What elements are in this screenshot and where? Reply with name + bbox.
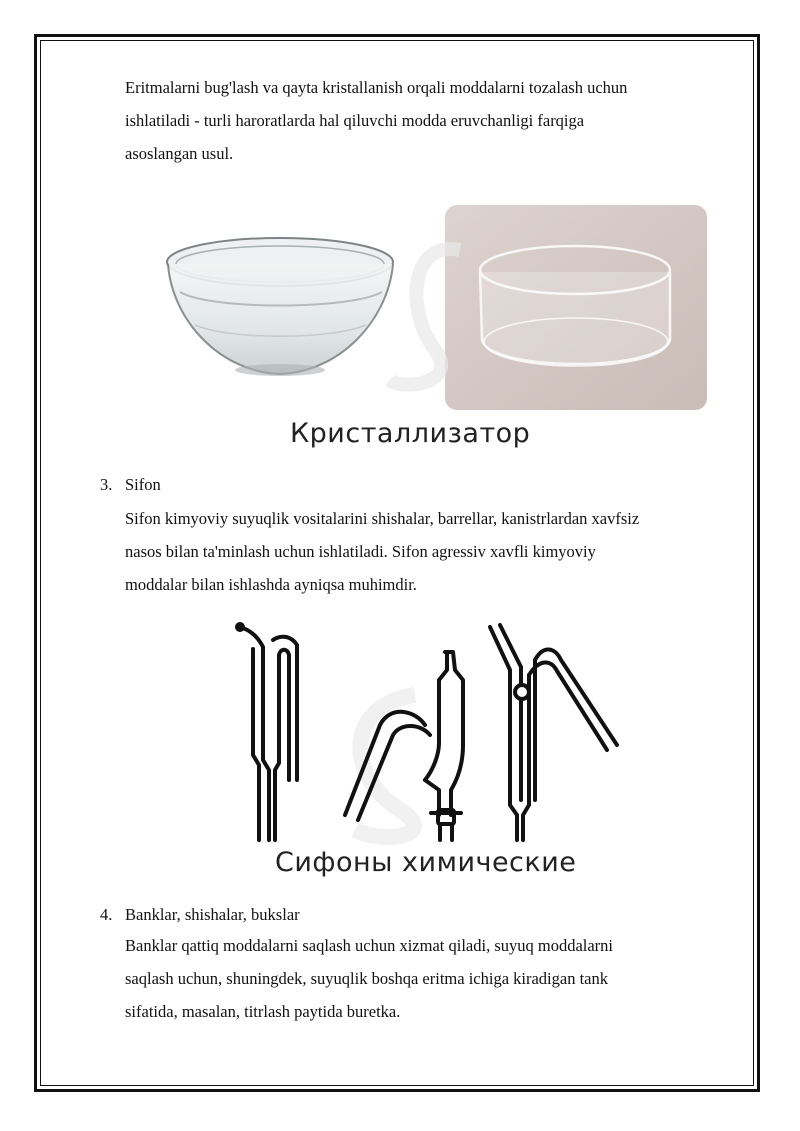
section-4-line-2: saqlash uchun, shuningdek, suyuqlik boshqa eritma ichiga kiradigan tank	[125, 969, 608, 988]
crystallizer-figure	[160, 200, 720, 460]
section-3-number: 3.	[100, 475, 113, 494]
section-3-line-2: nasos bilan ta'minlash uchun ishlatiladi. Sifon agressiv xavfli kimyoviy	[125, 542, 596, 561]
crystallizer-caption: Кристаллизатор	[290, 418, 531, 449]
siphons-figure	[225, 615, 645, 885]
section-4-line-1: Banklar qattiq moddalarni saqlash uchun xizmat qiladi, suyuq moddalarni	[125, 936, 614, 955]
section-3-line-1: Sifon kimyoviy suyuqlik vositalarini shishalar, barrellar, kanistrlardan xavfsiz	[125, 509, 640, 528]
crystallizer-bowls-illustration	[160, 200, 720, 415]
siphons-caption: Сифоны химические	[275, 847, 577, 878]
section-3-heading	[100, 473, 161, 497]
section-4-heading	[100, 903, 300, 927]
section-4-number: 4.	[100, 905, 113, 924]
chemical-siphons-illustration	[225, 615, 645, 850]
section-3-line-3: moddalar bilan ishlashda ayniqsa muhimdir.	[125, 575, 417, 594]
intro-line-1: Eritmalarni bug'lash va qayta kristallanish orqali moddalarni tozalash uchun	[125, 78, 628, 97]
intro-line-3: asoslangan usul.	[125, 144, 234, 163]
section-4-line-3: sifatida, masalan, titrlash paytida buretka.	[125, 1002, 401, 1021]
section-4-title: Banklar, shishalar, bukslar	[125, 905, 300, 924]
section-3-title: Sifon	[125, 475, 161, 494]
intro-line-2: ishlatiladi - turli haroratlarda hal qiluvchi modda eruvchanligi farqiga	[125, 111, 585, 130]
